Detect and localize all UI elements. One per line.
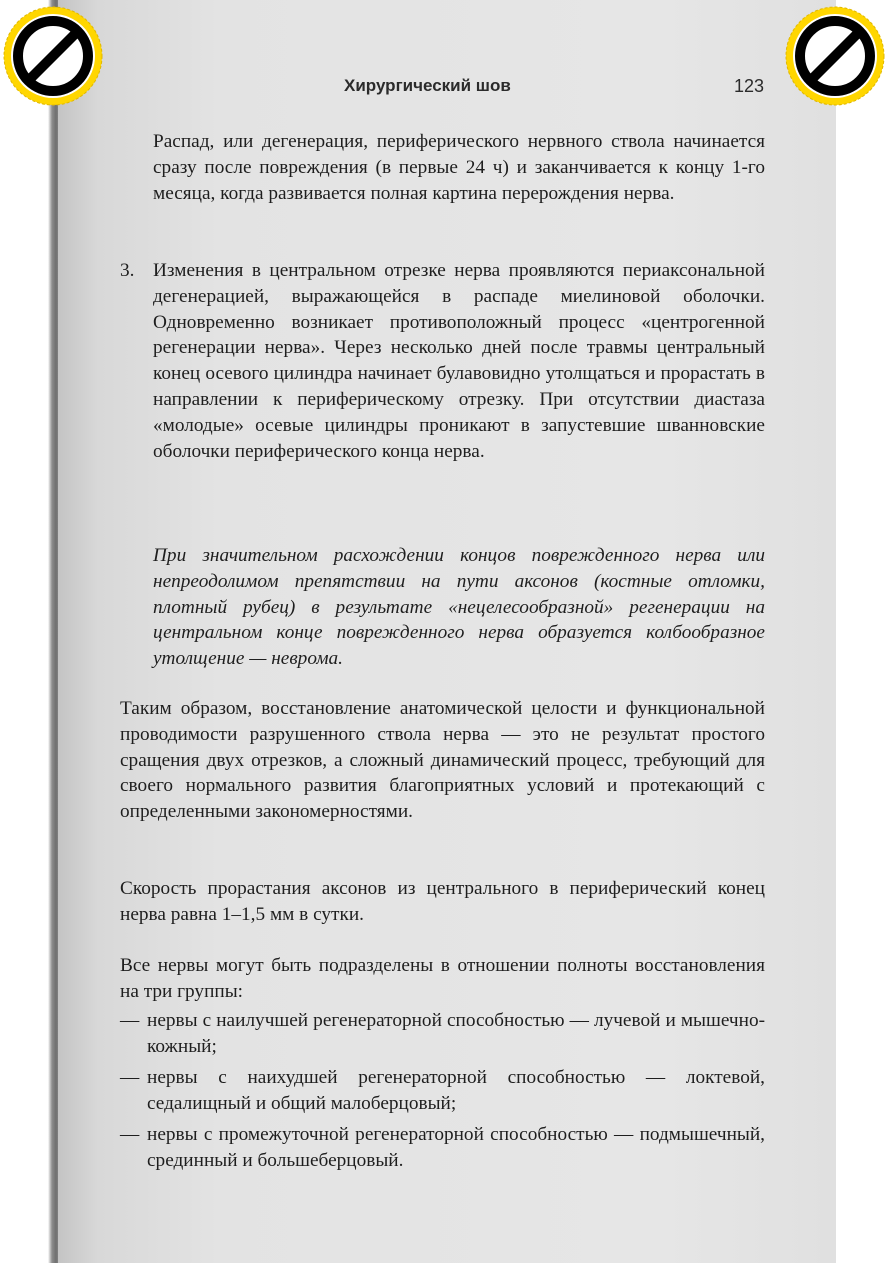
no-entry-icon	[785, 6, 885, 106]
no-entry-icon	[3, 6, 103, 106]
list-item-text: нервы с наилучшей регенераторной способностью — лучевой и мышечно-кожный;	[147, 1010, 765, 1057]
list-item	[120, 1065, 765, 1117]
paragraph-degeneration: Распад, или дегенерация, периферического нервного ствола начинается сразу после повреждения (в первые 24 ч) и заканчивается к концу 1-го месяца, когда развивается полная картина перерождения нерва.	[153, 131, 765, 204]
numbered-item-3	[120, 258, 765, 464]
paragraph-groups-intro: Все нервы могут быть подразделены в отношении полноты восстановления на три группы:	[120, 955, 765, 1002]
list-marker: —	[120, 1067, 140, 1089]
badge-sunburst-ring	[786, 7, 884, 105]
item-number: 3.	[120, 260, 135, 281]
book-spine-shadow	[0, 0, 62, 1263]
list-item-text: нервы с наихудшей регенераторной способностью — локтевой, седалищный и общий малоберцовый;	[147, 1067, 765, 1114]
nerve-groups-list	[120, 1008, 765, 1179]
list-marker: —	[120, 1010, 140, 1031]
italic-note-neuroma: При значительном расхождении концов поврежденного нерва или непреодолимом препятствии на пути аксонов (костные отломки, плотный рубец) в результате «нецелесообразной» регенерации на центральном конце поврежденного нерва образуется колбообразное утолщение — неврома.	[153, 545, 765, 670]
paragraph-conclusion: Таким образом, восстановление анатомической целости и функциональной проводимости разрушенного ствола нерва — это не результат простого сращения двух отрезков, а сложный динамический процесс, требующий для своего нормального развития благоприятных условий и протекающий с определенными закономерностями.	[120, 698, 765, 823]
item-text: Изменения в центральном отрезке нерва проявляются периаксональной дегенерацией, выражающейся в распаде миелиновой оболочки. Одновременно возникает противоположный процесс «центрогенной регенерации нерва». Через несколько дней после травмы центральный конец осевого цилиндра начинает булавовидно утолщаться и прорастать в направлении к периферическому отрезку. При отсутствии диастаза «молодые» осевые цилиндры проникают в запустевшие шванновские оболочки периферического конца нерва.	[153, 260, 765, 462]
list-item	[120, 1122, 765, 1174]
list-marker: —	[120, 1124, 140, 1146]
page-number: 123	[733, 76, 764, 96]
list-item	[120, 1008, 765, 1060]
running-header-title: Хирургический шов	[344, 76, 511, 95]
badge-sunburst-ring	[4, 7, 102, 105]
list-item-text: нервы с промежуточной регенераторной способностью — подмышечный, срединный и большеберцовый.	[147, 1124, 765, 1171]
paragraph-growth-rate: Скорость прорастания аксонов из центрального в периферический конец нерва равна 1–1,5 мм в сутки.	[120, 878, 765, 925]
page-margin-right	[836, 0, 893, 1263]
